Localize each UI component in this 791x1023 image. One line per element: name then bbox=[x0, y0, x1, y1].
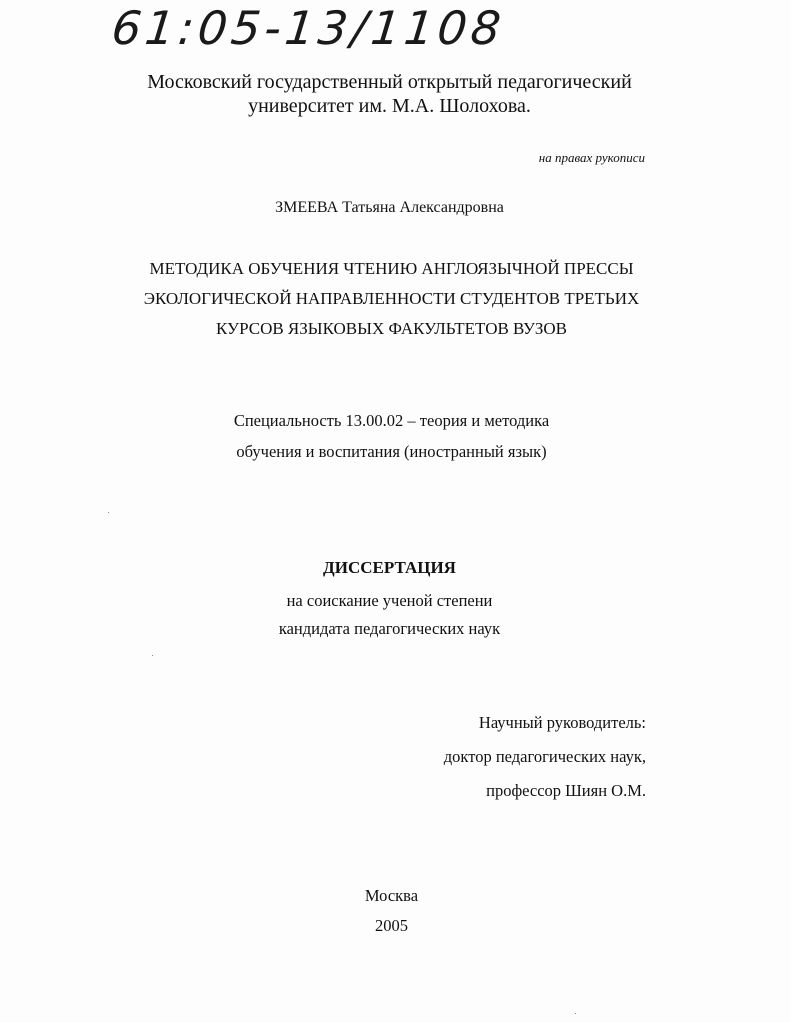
specialty bbox=[0, 405, 787, 467]
supervisor-line-2: доктор педагогических наук, bbox=[443, 747, 646, 766]
thesis-title-line-1: МЕТОДИКА ОБУЧЕНИЯ ЧТЕНИЮ АНГЛОЯЗЫЧНОЙ ПРЕССЫ bbox=[149, 259, 634, 278]
degree-line-1: на соискание ученой степени bbox=[286, 591, 493, 610]
dissertation-label: ДИССЕРТАЦИЯ bbox=[323, 558, 456, 577]
specialty-line-1: Специальность 13.00.02 – теория и методика bbox=[233, 411, 550, 430]
city: Москва bbox=[364, 886, 419, 905]
thesis-title-line-2: ЭКОЛОГИЧЕСКОЙ НАПРАВЛЕННОСТИ СТУДЕНТОВ ТРЕТЬИХ bbox=[143, 289, 640, 308]
thesis-title-line-3: КУРСОВ ЯЗЫКОВЫХ ФАКУЛЬТЕТОВ ВУЗОВ bbox=[216, 319, 567, 338]
specialty-line-2: обучения и воспитания (иностранный язык) bbox=[236, 442, 547, 461]
thesis-title bbox=[0, 254, 787, 344]
supervisor-block bbox=[444, 706, 646, 808]
degree-description bbox=[0, 587, 785, 643]
archive-number-stamp: 61:05-13/1108 bbox=[109, 1, 508, 55]
degree-line-2: кандидата педагогических наук bbox=[278, 619, 501, 638]
manuscript-note: на правах рукописи bbox=[538, 150, 645, 165]
university-line-2: университет им. М.А. Шолохова. bbox=[248, 95, 531, 117]
university-name bbox=[0, 70, 785, 118]
year: 2005 bbox=[375, 916, 408, 935]
university-line-1: Московский государственный открытый педагогический bbox=[147, 71, 632, 93]
author-name: ЗМЕЕВА Татьяна Александровна bbox=[275, 199, 504, 216]
scan-speck bbox=[152, 655, 153, 656]
supervisor-line-1: Научный руководитель: bbox=[478, 713, 646, 732]
supervisor-line-3: профессор Шиян О.М. bbox=[486, 781, 646, 800]
scan-speck bbox=[575, 1013, 576, 1014]
scan-speck bbox=[108, 512, 109, 513]
